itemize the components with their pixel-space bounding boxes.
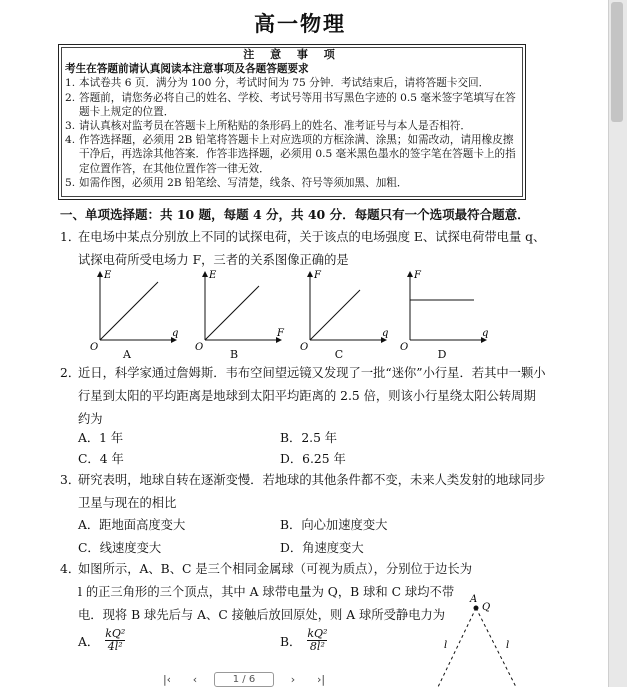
graph-origin: O: [300, 342, 309, 352]
graph-origin: O: [195, 342, 204, 352]
question-number: 2．: [60, 366, 81, 380]
prev-page-icon[interactable]: ‹: [192, 673, 198, 686]
question-text: 在电场中某点分别放上不同的试探电荷，关于该点的电场强度 E、试探电荷带电量 q、试探电荷所受电场力 F，三者的关系图像正确的是: [78, 230, 546, 267]
page-indicator[interactable]: 1 / 6: [214, 672, 274, 687]
option-b: B．2.5 年: [280, 431, 338, 445]
notice-item-num: 5.: [65, 176, 76, 189]
question-3: [60, 469, 548, 515]
notice-item: [65, 119, 519, 133]
notice-item-text: 本试卷共 6 页．满分为 100 分，考试时间为 75 分钟．考试结束后，请将答题卡交回．: [79, 77, 490, 90]
notice-item-text: 如需作图，必须用 2B 铅笔绘、写清楚，线条、符号等须加黑、加粗．: [79, 176, 408, 189]
page-navigation-toolbar: [158, 672, 390, 687]
section-heading: 一、单项选择题：共 10 题，每题 4 分，共 40 分．每题只有一个选项最符合题意．: [60, 207, 530, 222]
question-number: 4．: [60, 562, 81, 576]
option-c: C．线速度变大: [78, 541, 162, 555]
notice-box: [58, 44, 526, 200]
fraction-denominator: 4l²: [107, 640, 123, 653]
next-page-icon[interactable]: ›: [290, 673, 296, 686]
fraction-numerator: kQ²: [307, 627, 328, 640]
notice-item: [65, 91, 519, 119]
question-1: [60, 226, 548, 272]
charge-a-dot: [474, 606, 479, 611]
first-page-icon[interactable]: |‹: [162, 673, 172, 686]
notice-heading: 注 意 事 项: [243, 48, 341, 61]
graph-y-label: E: [104, 270, 112, 281]
side-label-right: l: [506, 640, 510, 651]
vertex-label: A: [470, 594, 478, 605]
fraction-denominator: 8l²: [309, 640, 325, 653]
graph-label-d: D: [437, 348, 447, 361]
notice-item-text: 答题前，请您务必将自己的姓名、学校、考试号等用书写黑色字迹的 0.5 毫米签字笔填写在答题卡上规定的位置．: [79, 91, 516, 118]
question-text: [78, 558, 478, 627]
graph-b: [195, 270, 285, 352]
fraction: [307, 628, 327, 653]
option-b: [280, 628, 327, 653]
graph-x-label: q: [172, 328, 179, 339]
option-d: D．6.25 年: [280, 452, 346, 466]
notice-item-text: 请认真核对监考员在答题卡上所粘贴的条形码上的姓名、准考证号与本人是否相符．: [79, 120, 471, 133]
fraction: [105, 628, 125, 653]
page-title: 高一物理: [254, 11, 346, 36]
notice-item-num: 2.: [65, 91, 76, 104]
notice-item: [65, 76, 519, 90]
graph-x-label: q: [482, 328, 489, 339]
graph-label-b: B: [229, 348, 239, 361]
graph-y-label: F: [314, 270, 321, 281]
graph-y-label: E: [209, 270, 217, 281]
scrollbar-thumb[interactable]: [611, 2, 623, 122]
graph-c: [300, 270, 388, 352]
graph-y-label: F: [414, 270, 421, 281]
notice-item: [65, 133, 519, 176]
option-a: A．距地面高度变大: [78, 518, 186, 532]
notice-item-num: 1.: [65, 77, 76, 90]
graph-d: [400, 270, 488, 352]
option-c: C．4 年: [78, 452, 124, 466]
graph-x-label: q: [382, 328, 389, 339]
option-a: A．1 年: [78, 431, 124, 445]
graph-label-c: C: [334, 348, 344, 361]
side-label-left: l: [444, 640, 448, 651]
notice-intro: 考生在答题前请认真阅读本注意事项及各题答题要求: [65, 63, 309, 76]
notice-item-text: 作答选择题，必须用 2B 铅笔将答题卡上对应选项的方框涂满、涂黑；如需改动，请用橡皮擦干净后，再选涂其他答案．作答非选择题，必须用 0.5 毫米黑色墨水的签字笔在答题卡上的指定位置作答，在其他位置作答一律无效．: [79, 134, 516, 175]
question-text: 近日，科学家通过詹姆斯．韦布空间望远镜又发现了一批“迷你”小行星．若其中一颗小行星到太阳的平均距离是地球到太阳平均距离的 2.5 倍，则该小行星绕太阳公转周期约为: [78, 366, 546, 426]
graph-label-a: A: [123, 348, 131, 361]
last-page-icon[interactable]: ›|: [316, 673, 326, 686]
fraction-numerator: kQ²: [105, 627, 126, 640]
graph-x-label: F: [277, 328, 284, 339]
notice-item-num: 3.: [65, 120, 76, 133]
question-text: 研究表明，地球自转在逐渐变慢．若地球的其他条件都不变，未来人类发射的地球同步卫星与现在的相比: [78, 473, 546, 510]
question-number: 3．: [60, 473, 81, 487]
question-text-body: 如图所示，A、B、C 是三个相同金属球（可视为质点），分别位于边长为 l 的正三角形的三个顶点，其中 A 球带电量为 Q，B 球和 C 球均不带电．现将 B 球先后与 A、C 接触后放回原处，则 A 球所受静电力为: [78, 562, 472, 622]
graph-origin: O: [400, 342, 409, 352]
triangle-figure: [430, 592, 530, 687]
q1-graphs: [88, 268, 508, 352]
option-label: B．: [280, 634, 302, 649]
question-number: 1．: [60, 230, 81, 244]
notice-item-num: 4.: [65, 134, 76, 147]
graph-a: [90, 270, 178, 352]
option-a: [78, 628, 125, 653]
option-b: B．向心加速度变大: [280, 518, 388, 532]
notice-item: [65, 176, 519, 190]
option-label: A．: [78, 634, 100, 649]
graph-origin: O: [90, 342, 99, 352]
option-d: D．角速度变大: [280, 541, 364, 555]
question-2: [60, 362, 548, 431]
charge-label: Q: [482, 602, 491, 613]
